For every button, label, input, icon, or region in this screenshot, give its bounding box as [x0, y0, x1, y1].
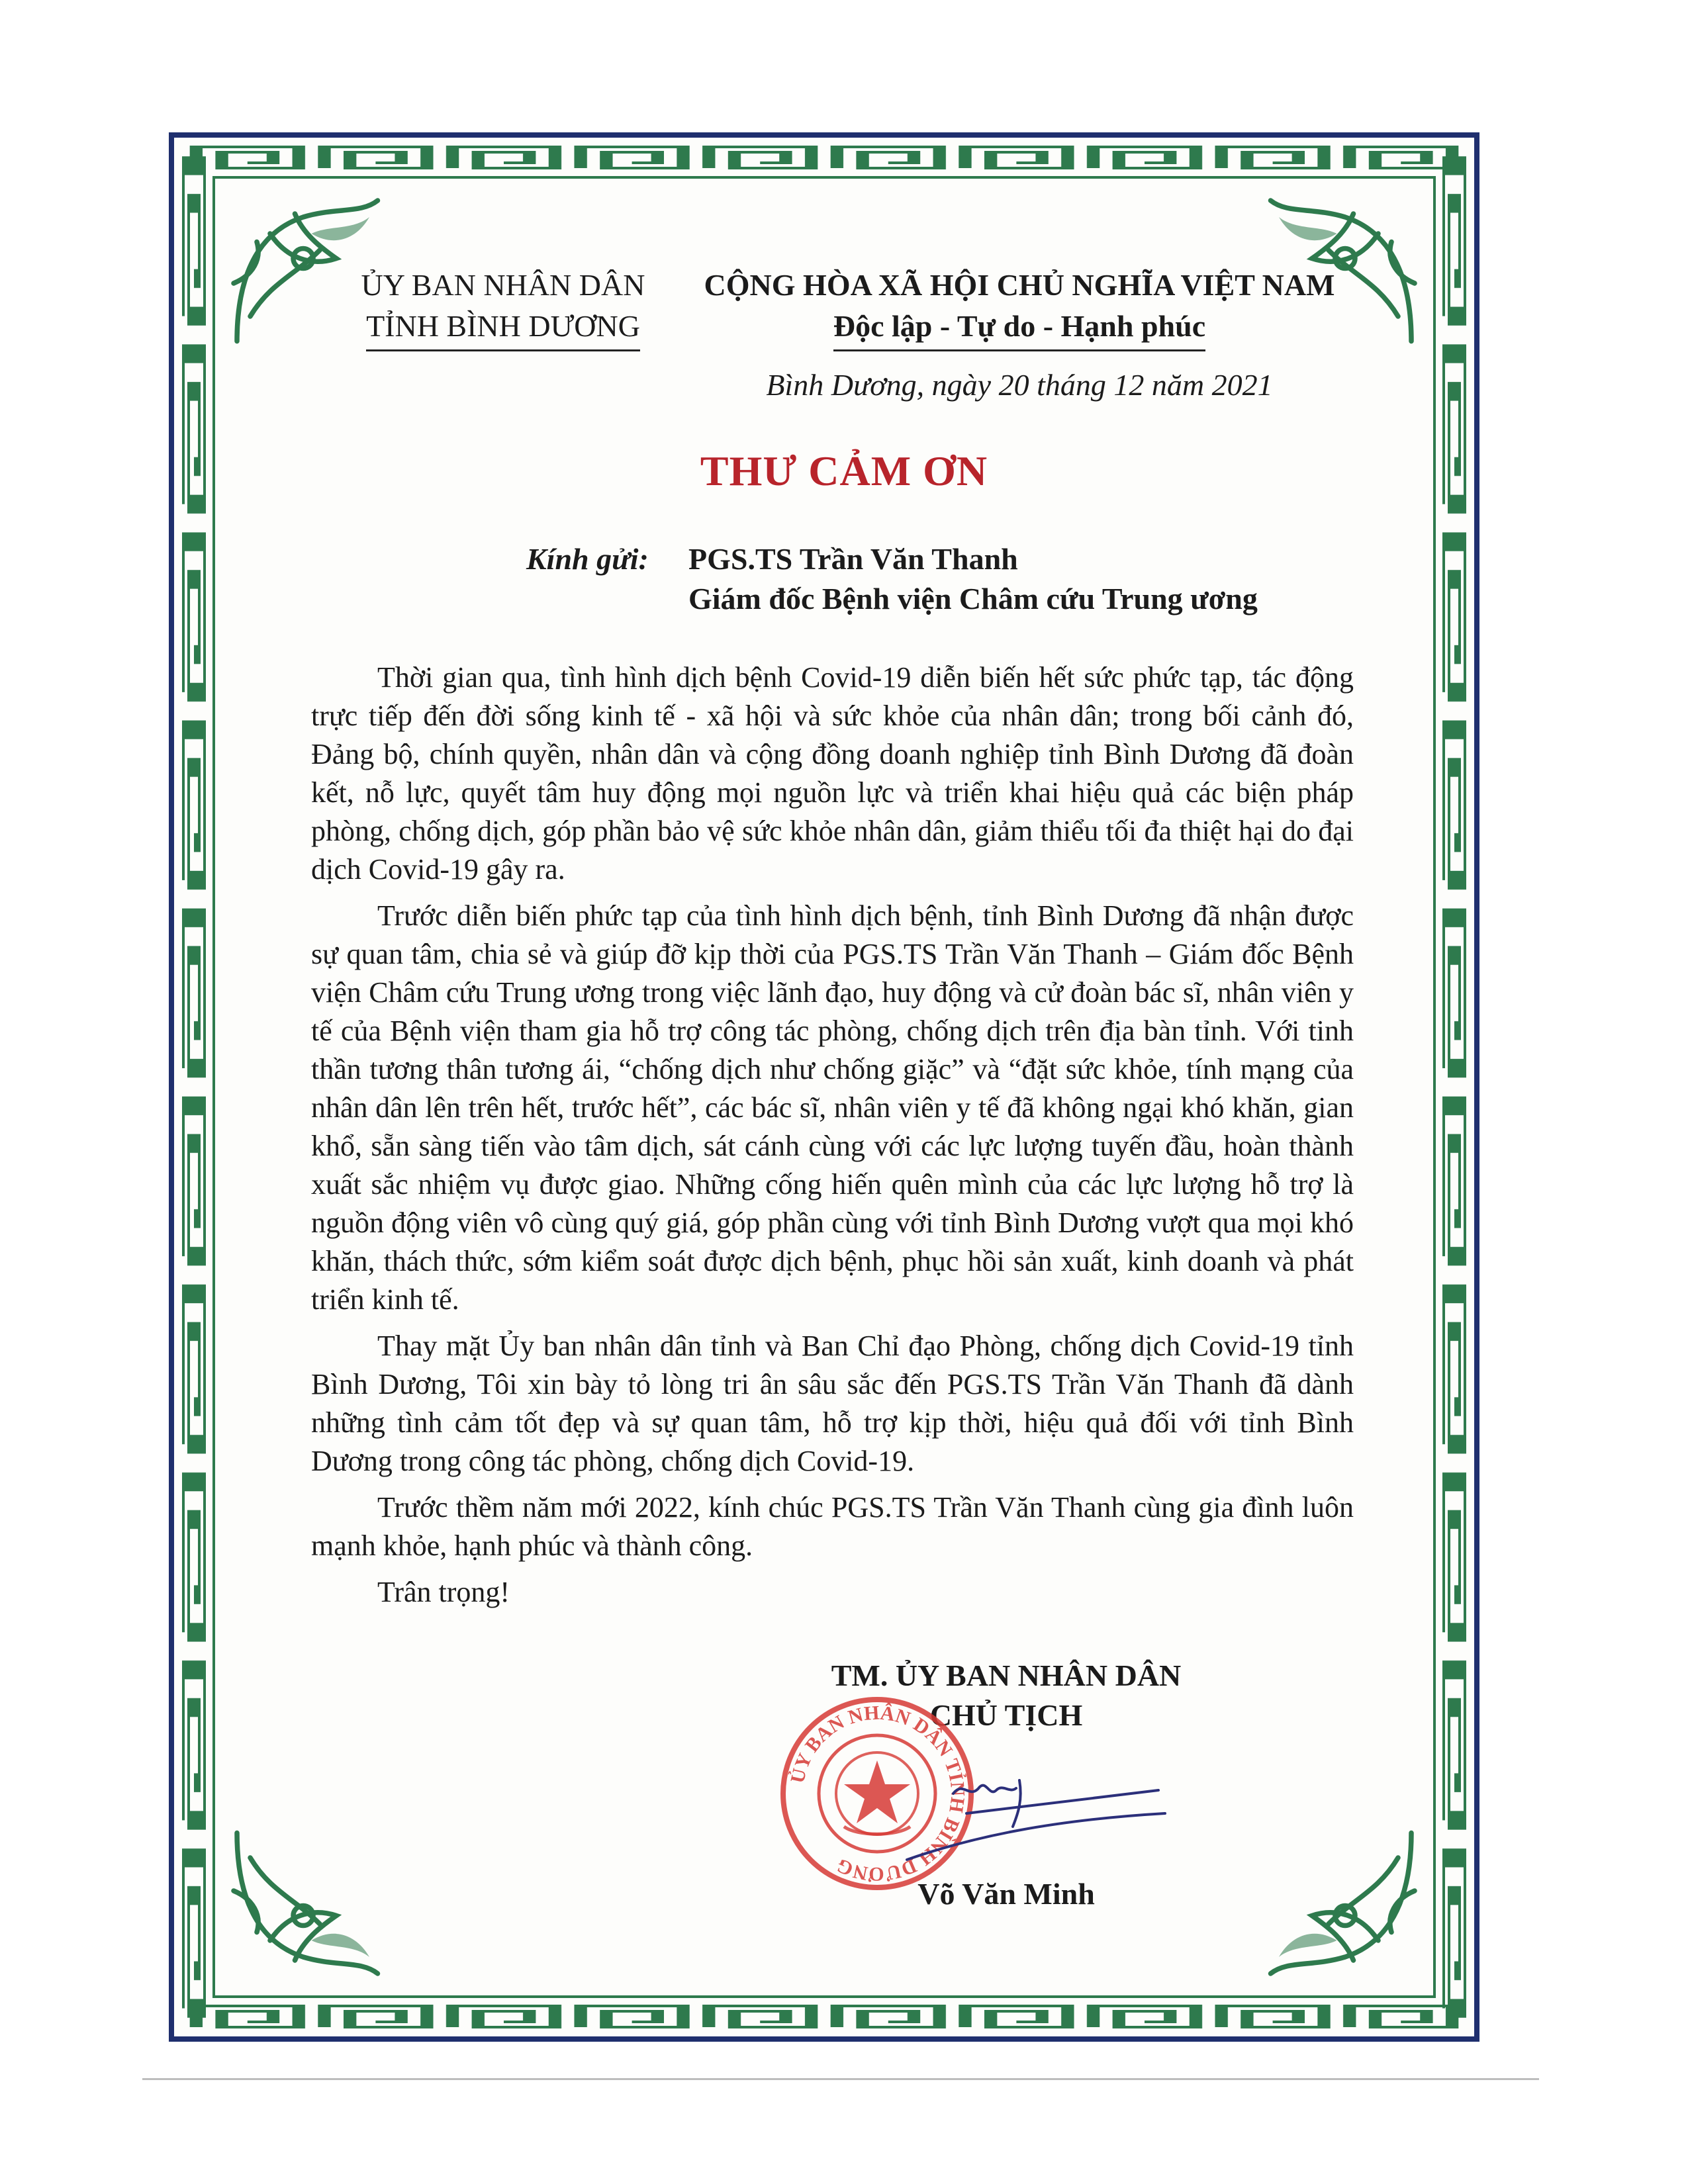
national-title: CỘNG HÒA XÃ HỘI CHỦ NGHĨA VIỆT NAM: [704, 268, 1335, 302]
national-header: [702, 265, 1337, 351]
issuer-header: [311, 265, 695, 351]
body-paragraph: Trước thềm năm mới 2022, kính chúc PGS.TS Trần Văn Thanh cùng gia đình luôn mạnh khỏe, hạnh phúc và thành công.: [311, 1491, 1354, 1562]
body-paragraph: Thời gian qua, tình hình dịch bệnh Covid-19 diễn biến hết sức phức tạp, tác động trực tiếp đến đời sống kinh tế - xã hội và sức khỏe của nhân dân; trong bối cảnh đó, Đảng bộ, chính quyền, nhân dân và cộng đồng doanh nghiệp tỉnh Bình Dương đã đoàn kết, nỗ lực, quyết tâm huy động mọi nguồn lực và triển khai hiệu quả các biện pháp phòng, chống dịch, góp phần bảo vệ sức khỏe nhân dân, giảm thiểu tối đa thiệt hại do đại dịch Covid-19 gây ra.: [311, 661, 1354, 886]
recipient-name: PGS.TS Trần Văn Thanh: [688, 542, 1018, 576]
paper-shadow: [142, 2078, 1539, 2080]
fret-border-bottom: [183, 2003, 1465, 2030]
fret-border-right: [1441, 147, 1468, 2027]
issuer-line-2: TỈNH BÌNH DƯƠNG: [366, 306, 640, 351]
fret-border-top: [183, 144, 1465, 171]
signatory-name: Võ Văn Minh: [917, 1877, 1095, 1911]
recipient-position: Giám đốc Bệnh viện Châm cứu Trung ương: [688, 582, 1258, 615]
letter-body: [311, 659, 1354, 1619]
signatory-position: CHỦ TỊCH: [929, 1698, 1083, 1732]
svg-text:ỦY BAN NHÂN DÂN TỈNH BÌNH DƯƠN: ỦY BAN NHÂN DÂN TỈNH BÌNH DƯƠNG: [786, 1702, 969, 1886]
corner-ornament-icon: [220, 1825, 386, 1990]
greeting-label: Kính gửi:: [526, 542, 649, 576]
handwritten-signature: [854, 1760, 1172, 1873]
body-paragraph: Thay mặt Ủy ban nhân dân tỉnh và Ban Chỉ đạo Phòng, chống dịch Covid-19 tỉnh Bình Dương, Tôi xin bày tỏ lòng tri ân sâu sắc đến PGS.TS Trần Văn Thanh đã dành những tình cảm tốt đẹp và sự quan tâm, hỗ trợ kịp thời, hiệu quả đối với tỉnh Bình Dương trong công tác phòng, chống dịch Covid-19.: [311, 1330, 1354, 1477]
issuer-line-1: ỦY BAN NHÂN DÂN: [361, 268, 645, 302]
body-paragraph: Trước diễn biến phức tạp của tình hình dịch bệnh, tỉnh Bình Dương đã nhận được sự quan tâm, chia sẻ và giúp đỡ kịp thời của PGS.TS Trần Văn Thanh – Giám đốc Bệnh viện Châm cứu Trung ương trong việc lãnh đạo, huy động và cử đoàn bác sĩ, nhân viên y tế của Bệnh viện tham gia hỗ trợ công tác phòng, chống dịch trên địa bàn tỉnh. Với tinh thần tương thân tương ái, “chống dịch như chống giặc” và “đặt sức khỏe, tính mạng của nhân dân lên trên hết, trước hết”, các bác sĩ, nhân viên y tế đã không ngại khó khăn, gian khổ, sẵn sàng tiến vào tâm dịch, sát cánh cùng với các lực lượng tuyến đầu, hoàn thành xuất sắc nhiệm vụ được giao. Những cống hiến quên mình của các lực lượng hỗ trợ là nguồn động viên vô cùng quý giá, góp phần cùng với tỉnh Bình Dương vượt qua mọi khó khăn, thách thức, sớm kiểm soát được dịch bệnh, phục hồi sản xuất, kinh doanh và phát triển kinh tế.: [311, 899, 1354, 1316]
signatory-organization: TM. ỦY BAN NHÂN DÂN: [831, 1659, 1182, 1692]
national-motto: Độc lập - Tự do - Hạnh phúc: [833, 306, 1205, 351]
letter-title: THƯ CẢM ƠN: [700, 447, 988, 494]
dateline: Bình Dương, ngày 20 tháng 12 năm 2021: [766, 368, 1273, 402]
closing-phrase: Trân trọng!: [377, 1576, 510, 1608]
corner-ornament-icon: [1262, 1825, 1428, 1990]
fret-border-left: [181, 147, 207, 2027]
